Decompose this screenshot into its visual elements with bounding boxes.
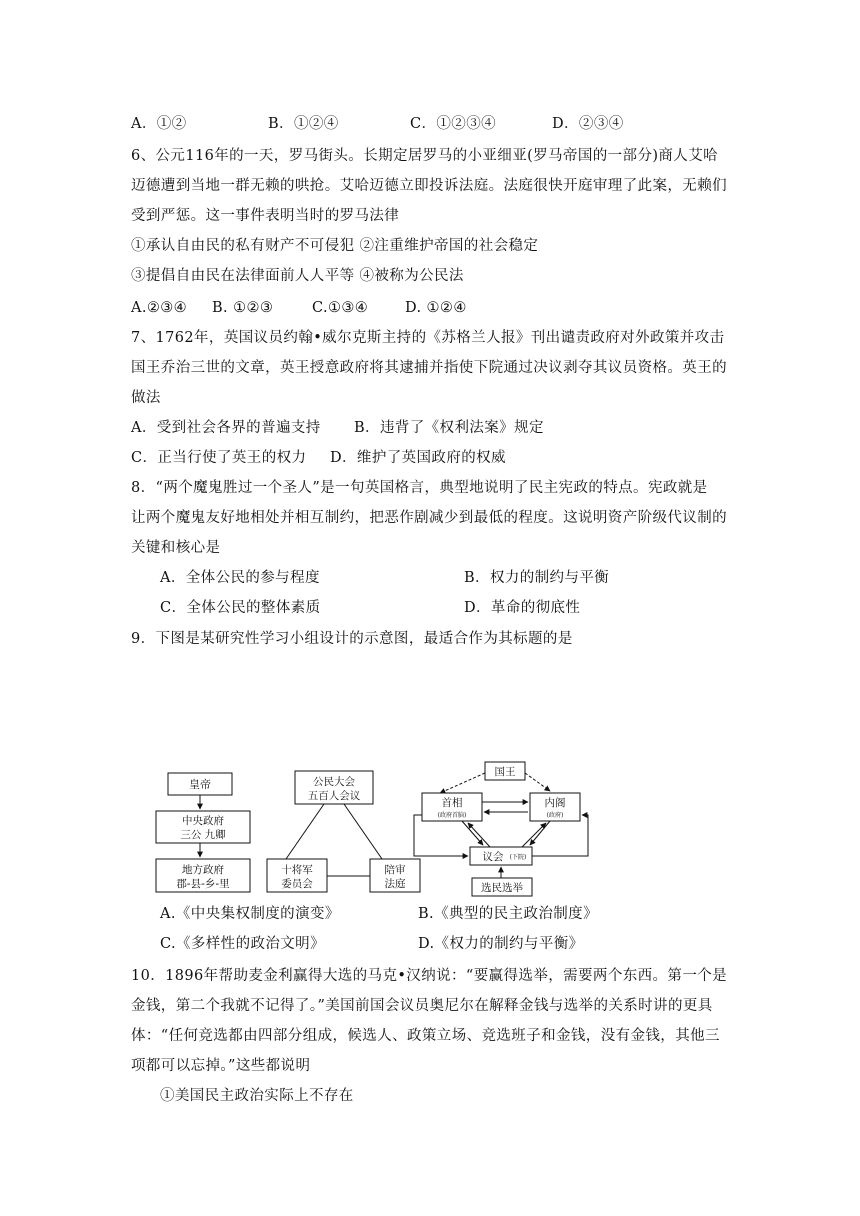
- q10-stem-line-1: 10．1896年帮助麦金利赢得大选的马克•汉纳说：“要赢得选举，需要两个东西。第一个是: [131, 968, 728, 984]
- q6-statement-1: ①承认自由民的私有财产不可侵犯 ②注重维护帝国的社会稳定: [131, 238, 539, 254]
- q8-option-a: A．全体公民的参与程度: [160, 570, 320, 586]
- q5-option-d: D．②③④: [552, 116, 624, 132]
- q6-stem-line-3: 受到严惩。这一事件表明当时的罗马法律: [131, 208, 400, 224]
- q7-stem-line-2: 国王乔治三世的文章，英王授意政府将其逮捕并指使下院通过决议剥夺其议员资格。英王的: [131, 360, 727, 376]
- diagram-left-imperial: [156, 773, 250, 892]
- cabinet-note: (政府): [546, 812, 564, 819]
- q7-option-b: B．违背了《权利法案》规定: [354, 420, 544, 436]
- q9-option-b: B.《典型的民主政治制度》: [418, 906, 598, 922]
- pm-note: (政府首脑): [437, 812, 467, 819]
- q8-option-c: C．全体公民的整体素质: [160, 600, 321, 616]
- generals-line-1: 十将军: [281, 864, 313, 876]
- q9-option-a: A.《中央集权制度的演变》: [160, 906, 340, 922]
- q9-option-d: D.《权力的制约与平衡》: [418, 936, 584, 952]
- q7-option-c: C．正当行使了英王的权力: [131, 450, 307, 466]
- assembly-line-2: 五百人会议: [307, 790, 361, 802]
- diagram-center-athens: [267, 771, 420, 892]
- generals-line-2: 委员会: [281, 878, 313, 890]
- jury-line-2: 法庭: [384, 878, 406, 890]
- q8-stem-line-2: 让两个魔鬼友好地相处并相互制约，把恶作剧减少到最低的程度。这说明资产阶级代议制的: [131, 510, 727, 526]
- q6-option-b: B. ①②③: [212, 300, 274, 316]
- voters-box: 选民选举: [481, 882, 523, 894]
- q6-statement-2: ③提倡自由民在法律面前人人平等 ④被称为公民法: [131, 268, 464, 284]
- q10-stem-line-3: 体：“任何竞选都由四部分组成，候选人、政策立场、竞选班子和金钱，没有金钱，其他三: [131, 1028, 720, 1044]
- q8-option-d: D．革命的彻底性: [464, 600, 581, 616]
- political-systems-diagram: [150, 755, 590, 900]
- q7-stem-line-3: 做法: [131, 390, 161, 406]
- parliament-box: 议会: [482, 851, 504, 863]
- q5-option-b: B．①②④: [268, 116, 339, 132]
- emperor-box: 皇帝: [189, 778, 211, 791]
- q7-option-a: A．受到社会各界的普遍支持: [131, 420, 321, 436]
- q8-stem-line-1: 8．“两个魔鬼胜过一个圣人”是一句英国格言，典型地说明了民主宪政的特点。宪政就是: [131, 480, 708, 496]
- central-gov-line-1: 中央政府: [182, 815, 224, 827]
- q10-stem-line-2: 金钱，第二个我就不记得了。”美国前国会议员奥尼尔在解释金钱与选举的关系时讲的更具: [131, 998, 713, 1014]
- diagram-right-britain: [414, 762, 588, 896]
- local-gov-line-2: 郡-县-乡-里: [176, 878, 230, 890]
- q5-option-c: C．①②③④: [410, 116, 496, 132]
- q5-option-a: A．①②: [131, 116, 187, 132]
- q6-option-a: A.②③④: [131, 300, 188, 316]
- q6-stem-line-1: 6、公元116年的一天，罗马街头。长期定居罗马的小亚细亚(罗马帝国的一部分)商人艾哈: [131, 148, 719, 164]
- q6-option-c: C.①③④: [312, 300, 369, 316]
- assembly-line-1: 公民大会: [313, 776, 355, 788]
- q6-stem-line-2: 迈德遭到当地一群无赖的哄抢。艾哈迈德立即投诉法庭。法庭很快开庭审理了此案，无赖们: [131, 178, 727, 194]
- pm-box: 首相: [441, 797, 463, 809]
- q9-stem: 9．下图是某研究性学习小组设计的示意图，最适合作为其标题的是: [131, 631, 573, 647]
- cabinet-box: 内阁: [544, 797, 566, 809]
- local-gov-line-1: 地方政府: [182, 864, 224, 876]
- q8-stem-line-3: 关键和核心是: [131, 540, 221, 556]
- q6-option-d: D. ①②④: [405, 300, 467, 316]
- king-box: 国王: [494, 766, 516, 778]
- q7-option-d: D．维护了英国政府的权威: [330, 450, 506, 466]
- parliament-note: (下院): [509, 854, 527, 861]
- q8-option-b: B．权力的制约与平衡: [464, 570, 610, 586]
- q10-stem-line-4: 项都可以忘掉。”这些都说明: [131, 1058, 311, 1074]
- q7-stem-line-1: 7、1762年，英国议员约翰•威尔克斯主持的《苏格兰人报》刊出谴责政府对外政策并攻击: [131, 330, 725, 346]
- q10-statement-1: ①美国民主政治实际上不存在: [160, 1088, 354, 1104]
- q9-option-c: C.《多样性的政治文明》: [160, 936, 325, 952]
- central-gov-line-2: 三公 九卿: [180, 829, 226, 841]
- jury-line-1: 陪审: [384, 864, 406, 876]
